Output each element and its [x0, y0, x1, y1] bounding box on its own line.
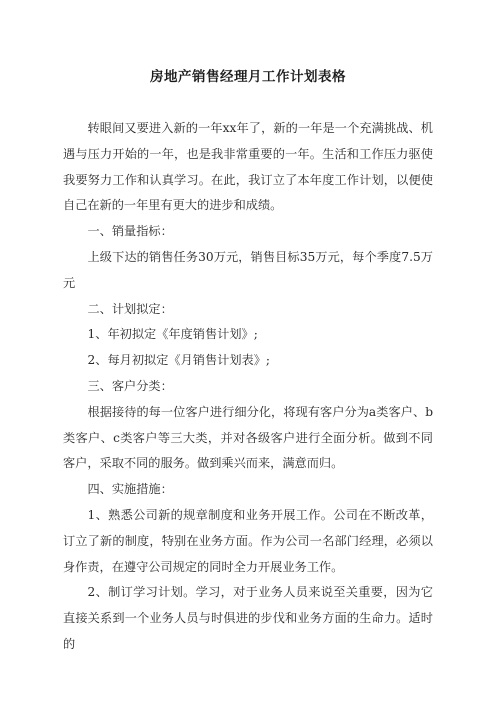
document-title: 房地产销售经理月工作计划表格 [150, 69, 346, 85]
paragraph-plan-1: 1、年初拟定《年度销售计划》; [87, 327, 258, 342]
paragraph-intro: 转眼间又要进入新的一年xx年了，新的一年是一个充满挑战、机遇与压力开始的一年，也是我非常重要的一年。生活和工作压力驱使我要努力工作和认真学习。在此，我订立了本年度工作计划，以便使自己在新的一年里有更大的进步和成绩。 [63, 121, 433, 213]
heading-customers: 三、客户分类： [87, 378, 173, 393]
document-body [63, 116, 433, 658]
paragraph-measure-1: 1、熟悉公司新的规章制度和业务开展工作。公司在不断改革，订立了新的制度，特别在业务方面。作为公司一名部门经理，必须以身作责，在遵守公司规定的同时全力开展业务工作。 [63, 507, 433, 574]
paragraph-measure-2: 2、制订学习计划。学习，对于业务人员来说至关重要，因为它直接关系到一个业务人员与时俱进的步伐和业务方面的生命力。适时的 [63, 585, 433, 651]
paragraph-sales-target: 上级下达的销售任务30万元，销售目标35万元，每个季度7.5万元 [63, 249, 433, 290]
paragraph-customers: 根据接待的每一位客户进行细分化，将现有客户分为a类客户、b类客户、c类客户等三大类，并对各级客户进行全面分析。做到不同客户，采取不同的服务。做到乘兴而来，满意而归。 [63, 404, 433, 471]
paragraph-plan-2: 2、每月初拟定《月销售计划表》; [87, 353, 270, 368]
heading-measures: 四、实施措施： [87, 482, 173, 497]
heading-sales-target: 一、销量指标： [87, 224, 173, 239]
heading-plan: 二、计划拟定： [87, 301, 173, 316]
